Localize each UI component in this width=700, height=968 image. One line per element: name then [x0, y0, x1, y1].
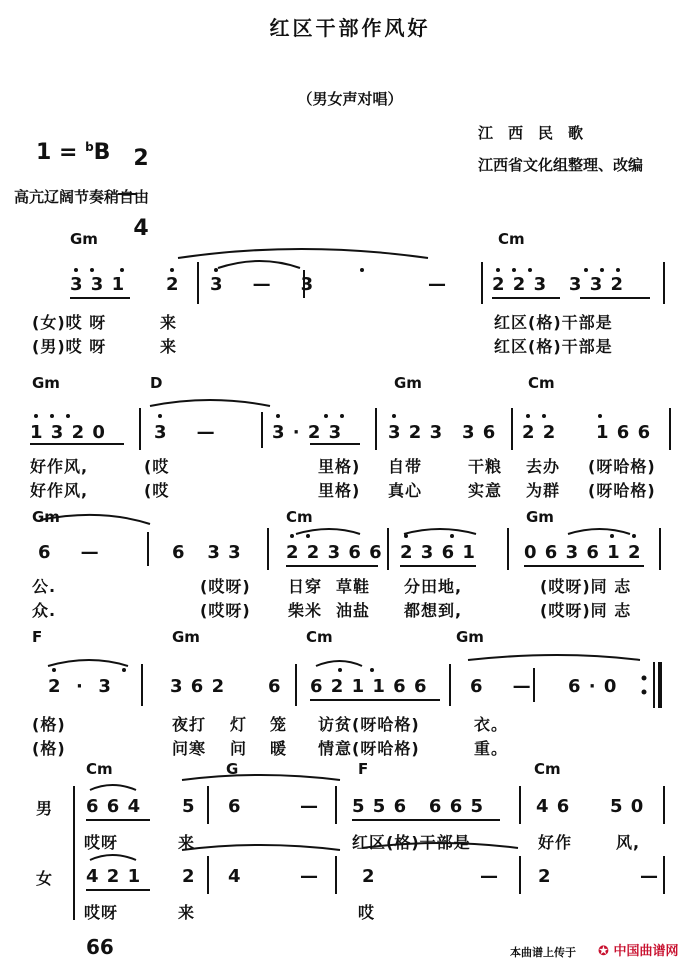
lyric: 问寒	[172, 739, 207, 758]
lyric: 实意	[468, 481, 503, 500]
note-group: 2 3 6 1	[400, 542, 476, 563]
key-prefix: 1 =	[36, 140, 86, 165]
chord: Cm	[528, 374, 555, 392]
chord: Gm	[172, 628, 200, 646]
key-flat: b	[85, 140, 94, 154]
note-group: 3 —	[154, 422, 216, 443]
logo-icon: ✪	[598, 944, 609, 959]
lyric: 来	[178, 833, 196, 852]
chord: D	[150, 374, 163, 392]
lyric: 好作风,	[30, 481, 89, 500]
lyric: 来	[160, 337, 178, 356]
lyric: (哎呀)同 志	[540, 577, 632, 596]
slur	[48, 660, 128, 666]
lyric: (格)	[32, 715, 66, 734]
site-logo	[598, 940, 678, 959]
note-group: 3 — 3	[210, 274, 315, 295]
note-group: 6 —	[470, 676, 532, 697]
lyric: 真心	[388, 481, 423, 500]
note-group: 3 · 2 3	[272, 422, 343, 443]
lyric: 里格)	[318, 481, 361, 500]
lyric: 红区(格)干部是	[352, 833, 471, 852]
note-group: 3 3 1	[70, 274, 126, 295]
chord: G	[226, 760, 239, 778]
note-group: —	[300, 796, 319, 817]
slur	[362, 843, 518, 848]
note-group: 2 · 3	[48, 676, 112, 697]
lyric: 分田地,	[404, 577, 463, 596]
lyric: 都想到,	[404, 601, 463, 620]
credit-source: 江 西 民 歌	[478, 124, 584, 142]
note-group: 1 6 6	[596, 422, 652, 443]
note-group: 1 3 2 0	[30, 422, 106, 443]
slur	[316, 661, 362, 666]
footer-upload-note: 本曲谱上传于	[510, 946, 576, 959]
lyric: 众.	[32, 601, 57, 620]
lyric: 暖	[270, 739, 288, 758]
note-group: 6 6 4	[86, 796, 142, 817]
slur	[150, 400, 270, 406]
lyric: 笼	[270, 715, 288, 734]
note-group: 3 2 3	[388, 422, 444, 443]
lyric: 油盐	[336, 601, 371, 620]
lyric: 干粮	[468, 457, 503, 476]
lyric: 为群	[526, 481, 561, 500]
lyric: 草鞋	[336, 577, 371, 596]
note-group: —	[428, 274, 447, 295]
chord: Gm	[70, 230, 98, 248]
time-signature-bottom: 4	[133, 216, 149, 241]
chord: F	[32, 628, 43, 646]
lyric: 好作	[538, 833, 573, 852]
lyric: 衣。	[474, 715, 509, 734]
lyric: 去办	[526, 457, 561, 476]
lyric: 哎呀	[84, 903, 119, 922]
chord: Cm	[86, 760, 113, 778]
note-group: 2	[166, 274, 180, 295]
lyric: 红区(格)干部是	[494, 337, 613, 356]
lyric: 情意(呀哈格)	[318, 739, 420, 758]
note-group: 5	[182, 796, 196, 817]
slur	[218, 261, 300, 268]
note-group: 4	[228, 866, 242, 887]
note-group: 2 2 3 6 6	[286, 542, 383, 563]
note-group: 3 6 2	[170, 676, 226, 697]
lyric: (女)哎 呀	[32, 313, 107, 332]
note-group: 2	[538, 866, 552, 887]
lyric: 日穿	[288, 577, 323, 596]
lyric: 夜打	[172, 715, 207, 734]
song-subtitle: （男女声对唱）	[297, 90, 403, 108]
slur	[568, 529, 630, 534]
note-group: 4 2 1	[86, 866, 142, 887]
lyric: 问	[230, 739, 248, 758]
lyric: (格)	[32, 739, 66, 758]
chord: F	[358, 760, 369, 778]
key-note: B	[93, 140, 111, 165]
slur	[468, 655, 640, 660]
time-signature-top: 2	[133, 146, 149, 171]
lyric: 红区(格)干部是	[494, 313, 613, 332]
note-group: 6	[228, 796, 242, 817]
note-group: 2	[182, 866, 196, 887]
note-group: 5 0	[610, 796, 645, 817]
lyric: (哎呀)同 志	[540, 601, 632, 620]
lyric: 灯	[230, 715, 248, 734]
note-group: 0 6 3 6 1 2	[524, 542, 642, 563]
lyric: (呀哈格)	[588, 481, 656, 500]
note-group: 2	[362, 866, 376, 887]
note-group: 6 —	[38, 542, 100, 563]
lyric: (哎呀)	[200, 601, 251, 620]
chord: Cm	[286, 508, 313, 526]
lyric: (男)哎 呀	[32, 337, 107, 356]
lyric: (呀哈格)	[588, 457, 656, 476]
note-group: —	[300, 866, 319, 887]
female-part-label: 女	[36, 869, 53, 888]
note-group: 6	[268, 676, 282, 697]
slur	[90, 855, 136, 860]
lyric: 柴米	[288, 601, 323, 620]
lyric: 哎	[358, 903, 376, 922]
slur	[182, 845, 340, 850]
note-group: —	[480, 866, 499, 887]
lyric: 公.	[32, 577, 57, 596]
lyric: 里格)	[318, 457, 361, 476]
chord: Gm	[32, 508, 60, 526]
lyric: 风,	[616, 833, 641, 852]
site-name: 中国曲谱网	[613, 944, 679, 959]
note-group: 6 3 3	[172, 542, 242, 563]
chord: Gm	[394, 374, 422, 392]
lyric: 好作风,	[30, 457, 89, 476]
lyric: (哎呀)	[200, 577, 251, 596]
page-number: 66	[86, 935, 114, 959]
lyric: 来	[160, 313, 178, 332]
note-group: 2 2 3 3 3 2	[492, 274, 625, 295]
lyric: 自带	[388, 457, 423, 476]
lyric: 访贫(呀哈格)	[318, 715, 420, 734]
song-title: 红区干部作风好	[269, 16, 431, 40]
slur	[404, 529, 476, 534]
lyric: (哎	[144, 481, 170, 500]
note-group: 2 2	[522, 422, 557, 443]
slur	[40, 515, 150, 524]
credit-arranger: 江西省文化组整理、改编	[478, 156, 644, 174]
chord: Gm	[456, 628, 484, 646]
chord: Cm	[498, 230, 525, 248]
note-group: 6 2 1 1 6 6	[310, 676, 428, 697]
lyric: 重。	[474, 739, 509, 758]
chord: Gm	[32, 374, 60, 392]
note-group: 6 · 0	[568, 676, 618, 697]
chord: Gm	[526, 508, 554, 526]
tempo-marking: 高亢辽阔节奏稍自由	[14, 188, 150, 206]
chord: Cm	[306, 628, 333, 646]
note-group: 3 6	[462, 422, 497, 443]
slur	[90, 785, 136, 790]
slur	[178, 249, 428, 258]
chord: Cm	[534, 760, 561, 778]
note-group: 4 6	[536, 796, 571, 817]
slur	[182, 775, 340, 780]
slur	[296, 529, 360, 534]
lyric: 来	[178, 903, 196, 922]
lyric: 哎呀	[84, 833, 119, 852]
male-part-label: 男	[36, 799, 53, 818]
note-group: 5 5 6 6 6 5	[352, 796, 485, 817]
lyric: (哎	[144, 457, 170, 476]
note-group: —	[640, 866, 659, 887]
